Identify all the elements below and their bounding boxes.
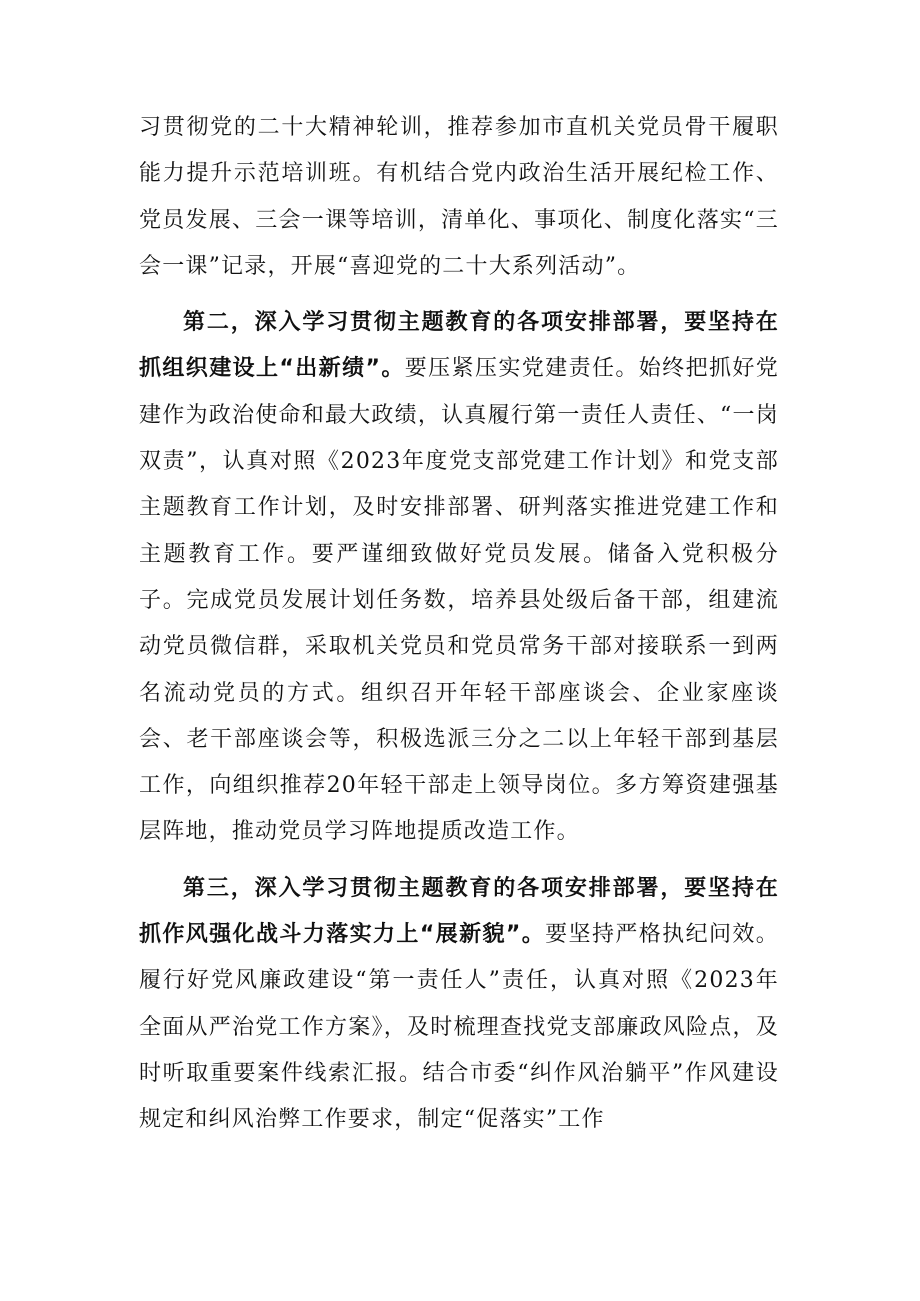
paragraph-text: 要坚持严格执纪问效。履行好党风廉政建设“第一责任人”责任，认真对照《2023年全面从严治党工作方案》，及时梳理查找党支部廉政风险点，及时听取重要案件线索汇报。结合市委“纠作风治躺平”作风建设规定和纠风治弊工作要求，制定“促落实”工作 (139, 922, 779, 1133)
paragraph-third-point (139, 866, 779, 1144)
paragraph-continued (139, 105, 779, 290)
paragraph-heading: 第二，深入学习贯彻主题教育的各项安排部署，要坚持在抓组织建设上“出新绩”。 (139, 310, 779, 382)
paragraph-second-point (139, 300, 779, 856)
paragraph-text: 习贯彻党的二十大精神轮训，推荐参加市直机关党员骨干履职能力提升示范培训班。有机结合党内政治生活开展纪检工作、党员发展、三会一课等培训，清单化、事项化、制度化落实“三会一课”记录，开展“喜迎党的二十大系列活动”。 (139, 115, 779, 279)
paragraph-text: 要压紧压实党建责任。始终把抓好党建作为政治使命和最大政绩，认真履行第一责任人责任、“一岗双责”，认真对照《2023年度党支部党建工作计划》和党支部主题教育工作计划，及时安排部署、研判落实推进党建工作和主题教育工作。要严谨细致做好党员发展。储备入党积极分子。完成党员发展计划任务数，培养县处级后备干部，组建流动党员微信群，采取机关党员和党员常务干部对接联系一到两名流动党员的方式。组织召开年轻干部座谈会、企业家座谈会、老干部座谈会等，积极选派三分之二以上年轻干部到基层工作，向组织推荐20年轻干部走上领导岗位。多方筹资建强基层阵地，推动党员学习阵地提质改造工作。 (139, 356, 779, 845)
document-body (139, 105, 779, 1144)
paragraph-heading: 第三，深入学习贯彻主题教育的各项安排部署，要坚持在抓作风强化战斗力落实力上“展新貌”。 (139, 875, 779, 948)
